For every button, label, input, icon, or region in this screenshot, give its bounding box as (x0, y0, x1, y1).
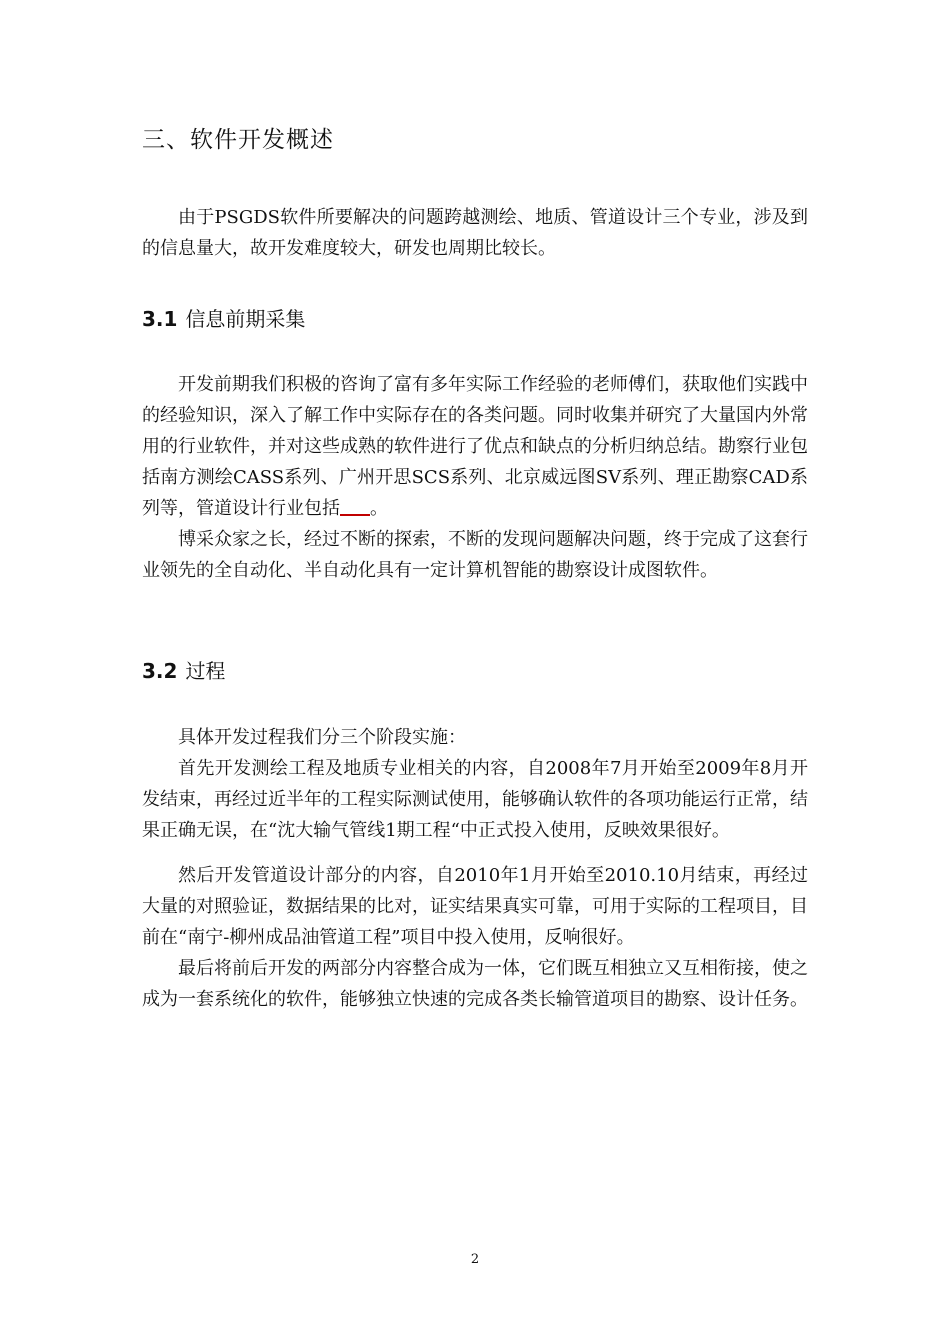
section-title: 三、软件开发概述 (142, 127, 334, 153)
heading-3-2 (142, 654, 808, 688)
heading-3-1-title: 信息前期采集 (185, 307, 306, 331)
blank-underline (340, 496, 370, 516)
paragraph-3-2-2: 首先开发测绘工程及地质专业相关的内容，自2008年7月开始至2009年8月开发结束，再经过近半年的工程实际测试使用，能够确认软件的各项功能运行正常，结果正确无误，在“沈大输气管线1期工程“中正式投入使用，反映效果很好。 (142, 758, 808, 841)
section-intro-paragraph: 由于PSGDS软件所要解决的问题跨越测绘、地质、管道设计三个专业，涉及到的信息量大，故开发难度较大，研发也周期比较长。 (142, 207, 808, 259)
section-3-2-body (142, 722, 808, 1015)
paragraph-3-2-3: 然后开发管道设计部分的内容，自2010年1月开始至2010.10月结束，再经过大量的对照验证，数据结果的比对，证实结果真实可靠，可用于实际的工程项目，目前在“南宁-柳州成品油管道工程”项目中投入使用，反响很好。 (142, 865, 808, 948)
paragraph-3-1-1-text: 开发前期我们积极的咨询了富有多年实际工作经验的老师傅们，获取他们实践中的经验知识，深入了解工作中实际存在的各类问题。同时收集并研究了大量国内外常用的行业软件，并对这些成熟的软件进行了优点和缺点的分析归纳总结。勘察行业包括南方测绘CASS系列、广州开思SCS系列、北京威远图SV系列、理正勘察CAD系列等，管道设计行业包括 (142, 374, 808, 519)
heading-3-1 (142, 302, 808, 336)
heading-3-2-title: 过程 (185, 659, 226, 683)
heading-3-1-number: 3.1 (142, 307, 178, 331)
paragraph-3-1-2: 博采众家之长，经过不断的探索，不断的发现问题解决问题，终于完成了这套行业领先的全自动化、半自动化具有一定计算机智能的勘察设计成图软件。 (142, 529, 808, 581)
section-3-1-body (142, 369, 808, 586)
heading-3-2-number: 3.2 (142, 659, 178, 683)
page-number: 2 (470, 1252, 480, 1267)
section-intro-block (142, 202, 808, 264)
paragraph-3-1-1-end: 。 (370, 498, 388, 519)
paragraph-3-2-4: 最后将前后开发的两部分内容整合成为一体，它们既互相独立又互相衔接，使之成为一套系统化的软件，能够独立快速的完成各类长输管道项目的勘察、设计任务。 (142, 958, 808, 1010)
paragraph-3-2-1: 具体开发过程我们分三个阶段实施： (178, 727, 466, 748)
paragraph-3-1-1 (142, 369, 808, 524)
